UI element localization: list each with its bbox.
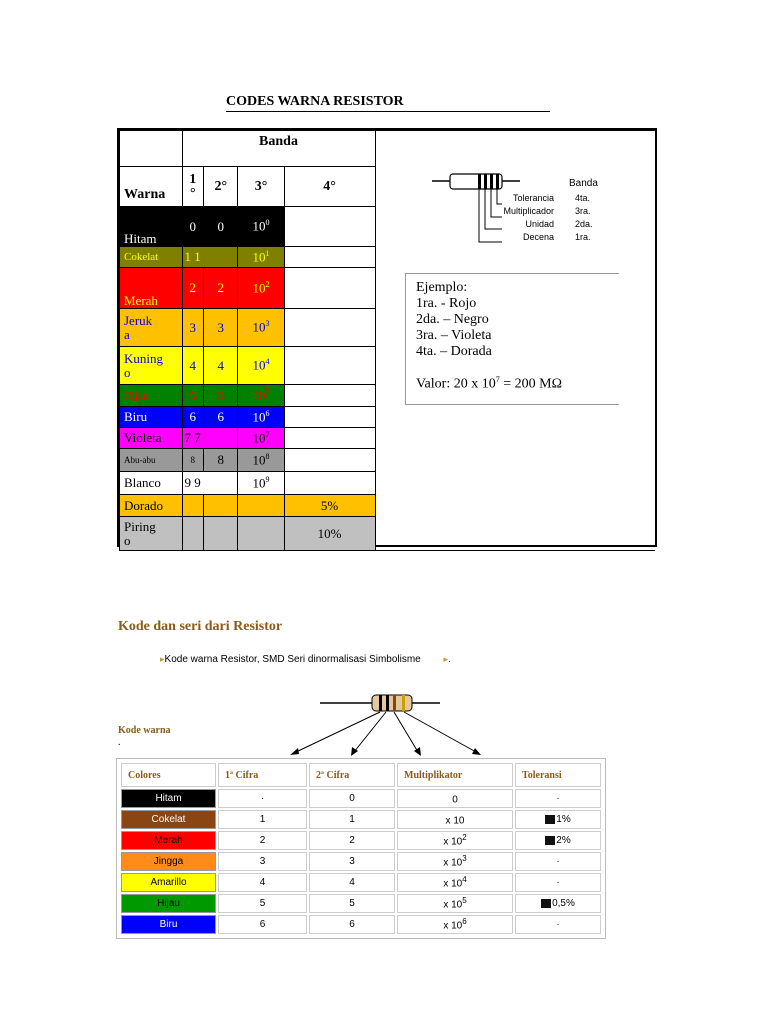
table-row	[121, 810, 601, 829]
diagram-label: Tolerancia	[512, 193, 554, 203]
band-3	[238, 472, 284, 495]
tolerance-value: ·	[556, 919, 560, 930]
band-3	[238, 428, 284, 449]
valor-prefix: Valor: 20 x 10	[416, 376, 496, 392]
multiplier-base: x 10	[443, 857, 463, 869]
band-4	[284, 207, 375, 247]
band-3	[238, 517, 284, 551]
cifra-1: 1	[218, 810, 307, 829]
kode-warna-table-wrapper	[116, 758, 606, 939]
valor-sup: 7	[495, 375, 500, 384]
kode-warna-table	[119, 761, 603, 936]
tolerance	[515, 852, 601, 871]
multiplier-base: 0	[452, 794, 458, 806]
diagram-value: 3ra.	[575, 206, 591, 216]
band-1: 2	[182, 268, 204, 309]
color-name: Biru	[120, 407, 183, 428]
cifra-2: 1	[309, 810, 395, 829]
column-header: Toleransi	[515, 763, 601, 787]
tolerance	[515, 873, 601, 892]
resistor-diagram-2	[280, 690, 500, 765]
band-3	[238, 268, 284, 309]
valor-suffix: = 200 MΩ	[499, 376, 562, 392]
multiplier-exp: 3	[462, 854, 467, 864]
example-line: 1ra. - Rojo	[416, 296, 477, 311]
cifra-1: 2	[218, 831, 307, 850]
table-row	[121, 852, 601, 871]
col-header: 4°	[284, 167, 375, 207]
resistor-diagram-2-svg	[280, 690, 500, 760]
example-valor	[416, 372, 619, 393]
cifra-2: 6	[309, 915, 395, 934]
multiplier-exp: 8	[265, 451, 270, 461]
band-1: 4	[182, 347, 204, 385]
multiplier-exp: 2	[462, 833, 467, 843]
band-4	[284, 385, 375, 407]
color-name: Piring o	[120, 517, 183, 551]
multiplier-exp: 5	[462, 896, 467, 906]
warna-header: Warna	[120, 167, 183, 207]
color-swatch: Biru	[121, 915, 216, 934]
multiplier-exp: 5	[265, 387, 270, 397]
multiplier	[397, 894, 513, 913]
diagram-value: 1ra.	[575, 232, 591, 242]
column-header: Multiplikator	[397, 763, 513, 787]
section-heading: Kode dan seri dari Resistor	[118, 619, 283, 634]
band-4	[284, 407, 375, 428]
diagram-label: Multiplicador	[503, 206, 554, 216]
band-2: 5	[204, 385, 238, 407]
tolerance	[515, 789, 601, 808]
band-3	[238, 207, 284, 247]
color-name: Abu-abu	[120, 449, 183, 472]
band-1: 8	[182, 449, 204, 472]
color-name: Violeta	[120, 428, 183, 449]
tolerance-value: 0,5%	[552, 898, 575, 909]
tolerance	[515, 810, 601, 829]
diagram-labels	[474, 192, 554, 244]
multiplier-base: 10	[252, 319, 266, 335]
band-4	[284, 449, 375, 472]
multiplier-exp: 9	[265, 474, 270, 484]
column-header: Colores	[121, 763, 216, 787]
header-blank	[120, 131, 183, 167]
multiplier-exp: 4	[462, 875, 467, 885]
band-1: 7 7	[182, 428, 238, 449]
example-box	[405, 273, 619, 405]
broken-image-icon	[541, 899, 551, 908]
multiplier-exp: 6	[265, 408, 270, 418]
table-row	[121, 789, 601, 808]
band-2	[204, 495, 238, 517]
color-name: Hijau	[120, 385, 183, 407]
cifra-1: 4	[218, 873, 307, 892]
color-name: Hitam	[120, 207, 183, 247]
band-1	[182, 517, 204, 551]
bullet-icon: ▸	[160, 654, 165, 664]
band-3	[238, 385, 284, 407]
multiplier-base: 10	[252, 249, 266, 265]
multiplier-base: x 10	[443, 836, 463, 848]
multiplier	[397, 789, 513, 808]
multiplier-base: 10	[252, 218, 266, 234]
band-1: 3	[182, 309, 204, 347]
color-name: Cokelat	[120, 247, 183, 268]
band-2: 8	[204, 449, 238, 472]
multiplier-exp: 1	[265, 248, 270, 258]
table-row	[121, 873, 601, 892]
multiplier-base: 10	[252, 409, 266, 425]
color-swatch: Merah	[121, 831, 216, 850]
cifra-2: 0	[309, 789, 395, 808]
banda-header: Banda	[182, 131, 375, 167]
band-3	[238, 309, 284, 347]
band-3	[238, 347, 284, 385]
color-name: Jeruk a	[120, 309, 183, 347]
band-2: 4	[204, 347, 238, 385]
table-row	[121, 915, 601, 934]
example-lines	[416, 296, 619, 360]
diagram-label: Unidad	[525, 219, 554, 229]
multiplier-exp: 7	[265, 429, 270, 439]
band-1	[182, 495, 204, 517]
multiplier-base: x 10	[443, 899, 463, 911]
multiplier	[397, 852, 513, 871]
column-header: 2ª Cifra	[309, 763, 395, 787]
multiplier-exp: 6	[462, 917, 467, 927]
band-2: 2	[204, 268, 238, 309]
page-title: CODES WARNA RESISTOR	[226, 94, 550, 112]
band-2: 6	[204, 407, 238, 428]
diagram-header: Banda	[569, 178, 598, 189]
band-4	[284, 347, 375, 385]
links-row	[160, 654, 451, 665]
multiplier-exp: 0	[265, 218, 270, 228]
links-text[interactable]: Kode warna Resistor, SMD Seri dinormalisasi Simbolisme	[164, 654, 421, 665]
cifra-2: 2	[309, 831, 395, 850]
multiplier-base: x 10	[443, 878, 463, 890]
color-name: Blanco	[120, 472, 183, 495]
example-line: 4ta. – Dorada	[416, 344, 492, 359]
cifra-2: 4	[309, 873, 395, 892]
band-4: 5%	[284, 495, 375, 517]
tolerance	[515, 831, 601, 850]
multiplier	[397, 810, 513, 829]
example-line: 2da. – Negro	[416, 312, 489, 327]
column-header: 1ª Cifra	[218, 763, 307, 787]
tolerance-value: ·	[556, 856, 560, 867]
tolerance-value: 1%	[556, 814, 571, 825]
diagram-value: 2da.	[575, 219, 593, 229]
band-1: 5	[182, 385, 204, 407]
color-swatch: Hitam	[121, 789, 216, 808]
band-1: 1 1	[182, 247, 238, 268]
band-3	[238, 247, 284, 268]
color-swatch: Cokelat	[121, 810, 216, 829]
cifra-1: ·	[218, 789, 307, 808]
tolerance-value: ·	[556, 793, 560, 804]
table-header-row	[120, 131, 656, 167]
color-name: Merah	[120, 268, 183, 309]
color-swatch: Hijau	[121, 894, 216, 913]
broken-image-icon	[545, 815, 555, 824]
color-name: Kuning o	[120, 347, 183, 385]
band-1: 6	[182, 407, 204, 428]
multiplier-exp: 3	[265, 319, 270, 329]
multiplier-base: 10	[252, 430, 266, 446]
links-end: .	[448, 654, 451, 665]
col-header: 3°	[238, 167, 284, 207]
band-3	[238, 495, 284, 517]
multiplier-base: 10	[252, 387, 266, 403]
band-4	[284, 428, 375, 449]
band-4: 10%	[284, 517, 375, 551]
col-header: 1 °	[182, 167, 204, 207]
band-2	[204, 517, 238, 551]
multiplier	[397, 915, 513, 934]
multiplier-base: 10	[252, 475, 266, 491]
diagram-value: 4ta.	[575, 193, 591, 203]
cifra-2: 3	[309, 852, 395, 871]
multiplier-base: x 10	[445, 815, 465, 827]
multiplier	[397, 873, 513, 892]
kode-warna-dot: .	[118, 737, 121, 748]
kode-warna-label: Kode warna	[118, 725, 171, 736]
diagram-values	[575, 192, 625, 244]
band-4	[284, 472, 375, 495]
band-4	[284, 268, 375, 309]
cifra-1: 3	[218, 852, 307, 871]
col-header: 2°	[204, 167, 238, 207]
tolerance	[515, 894, 601, 913]
cifra-2: 5	[309, 894, 395, 913]
bullet-icon: ▸	[443, 654, 449, 664]
multiplier-base: 10	[252, 452, 266, 468]
tolerance-value: 2%	[556, 835, 571, 846]
tolerance-value: ·	[556, 877, 560, 888]
band-1: 0	[182, 207, 204, 247]
diagram-label: Decena	[522, 232, 554, 242]
example-title: Ejemplo:	[416, 280, 468, 295]
multiplier-base: 10	[252, 280, 266, 296]
band-2: 0	[204, 207, 238, 247]
tolerance	[515, 915, 601, 934]
multiplier-exp: 4	[265, 357, 270, 367]
table-row	[121, 894, 601, 913]
band-3	[238, 449, 284, 472]
multiplier-base: 10	[252, 357, 266, 373]
multiplier	[397, 831, 513, 850]
band-4	[284, 309, 375, 347]
cifra-1: 6	[218, 915, 307, 934]
band-2: 3	[204, 309, 238, 347]
color-swatch: Amarillo	[121, 873, 216, 892]
example-line: 3ra. – Violeta	[416, 328, 492, 343]
band-3	[238, 407, 284, 428]
color-name: Dorado	[120, 495, 183, 517]
band-1: 9 9	[182, 472, 238, 495]
broken-image-icon	[545, 836, 555, 845]
table-row	[121, 831, 601, 850]
multiplier-base: x 10	[443, 920, 463, 932]
multiplier-exp: 2	[265, 279, 270, 289]
cifra-1: 5	[218, 894, 307, 913]
color-swatch: Jingga	[121, 852, 216, 871]
band-4	[284, 247, 375, 268]
